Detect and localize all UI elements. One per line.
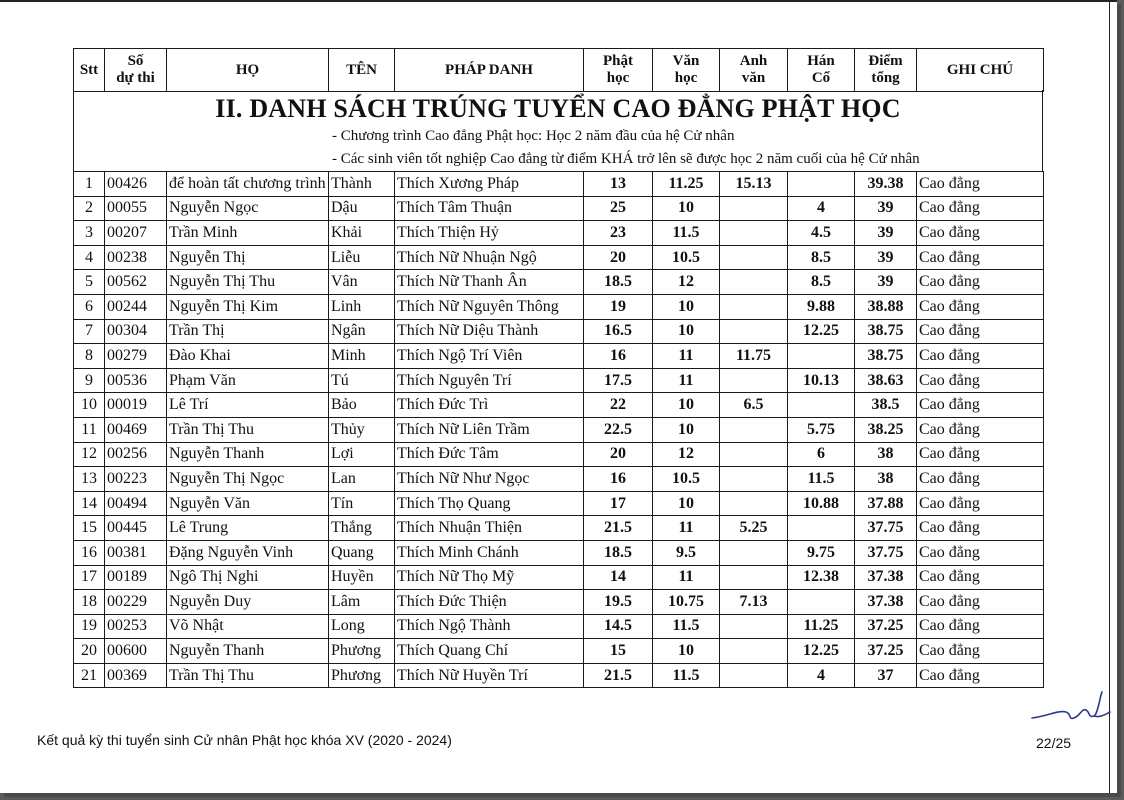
cell-ten: Phương: [329, 663, 395, 688]
cell-ghi-chu: Cao đẳng: [917, 196, 1044, 221]
cell-ghi-chu: Cao đẳng: [917, 442, 1044, 467]
cell-so-du-thi: 00445: [105, 516, 167, 541]
cell-han-co: [788, 172, 855, 197]
cell-ghi-chu: Cao đẳng: [917, 467, 1044, 492]
cell-so-du-thi: 00055: [105, 196, 167, 221]
cell-phap-danh: Thích Nữ Thọ Mỹ: [395, 565, 584, 590]
cell-phat-hoc: 19.5: [584, 590, 653, 615]
table-row: [74, 516, 1044, 541]
cell-anh-van: [720, 639, 788, 664]
cell-van-hoc: 11: [653, 516, 720, 541]
cell-phat-hoc: 22.5: [584, 417, 653, 442]
cell-anh-van: [720, 663, 788, 688]
cell-ho: Nguyễn Thị Ngọc: [167, 467, 329, 492]
cell-diem-tong: 39: [855, 221, 917, 246]
cell-phat-hoc: 21.5: [584, 516, 653, 541]
cell-stt: 14: [74, 491, 105, 516]
cell-phap-danh: Thích Minh Chánh: [395, 540, 584, 565]
cell-ten: Lan: [329, 467, 395, 492]
cell-han-co: 12.38: [788, 565, 855, 590]
cell-han-co: 9.75: [788, 540, 855, 565]
cell-ten: Lợi: [329, 442, 395, 467]
cell-ten: Huyền: [329, 565, 395, 590]
cell-diem-tong: 38.5: [855, 393, 917, 418]
cell-phap-danh: Thích Nhuận Thiện: [395, 516, 584, 541]
cell-van-hoc: 11: [653, 368, 720, 393]
cell-ten: Thành: [329, 172, 395, 197]
cell-ho: Trần Minh: [167, 221, 329, 246]
cell-phap-danh: Thích Nữ Diệu Thành: [395, 319, 584, 344]
cell-stt: 7: [74, 319, 105, 344]
cell-van-hoc: 9.5: [653, 540, 720, 565]
signature-icon: [1028, 688, 1112, 728]
cell-diem-tong: 38.75: [855, 319, 917, 344]
cell-phap-danh: Thích Tâm Thuận: [395, 196, 584, 221]
cell-phap-danh: Thích Nữ Thanh Ân: [395, 270, 584, 295]
cell-so-du-thi: 00536: [105, 368, 167, 393]
cell-ten: Minh: [329, 344, 395, 369]
cell-phat-hoc: 25: [584, 196, 653, 221]
column-header-table: [73, 48, 1044, 92]
cell-ghi-chu: Cao đẳng: [917, 639, 1044, 664]
cell-ten: Linh: [329, 294, 395, 319]
cell-han-co: 11.5: [788, 467, 855, 492]
cell-han-co: [788, 516, 855, 541]
cell-ten: Phương: [329, 639, 395, 664]
table-row: [74, 344, 1044, 369]
cell-diem-tong: 38.63: [855, 368, 917, 393]
cell-stt: 9: [74, 368, 105, 393]
cell-anh-van: 15.13: [720, 172, 788, 197]
cell-diem-tong: 37.75: [855, 540, 917, 565]
cell-han-co: 4: [788, 663, 855, 688]
cell-van-hoc: 11.5: [653, 221, 720, 246]
cell-van-hoc: 10: [653, 393, 720, 418]
cell-anh-van: 5.25: [720, 516, 788, 541]
cell-anh-van: [720, 368, 788, 393]
cell-ghi-chu: Cao đẳng: [917, 319, 1044, 344]
cell-so-du-thi: 00304: [105, 319, 167, 344]
cell-phap-danh: Thích Nguyên Trí: [395, 368, 584, 393]
cell-ghi-chu: Cao đẳng: [917, 565, 1044, 590]
cell-phap-danh: Thích Quang Chí: [395, 639, 584, 664]
cell-van-hoc: 12: [653, 270, 720, 295]
cell-van-hoc: 12: [653, 442, 720, 467]
section-note-graduates: - Các sinh viên tốt nghiệp Cao đẳng từ điểm KHÁ trở lên sẽ được học 2 năm cuối của hệ Cử nhân: [332, 151, 920, 167]
cell-so-du-thi: 00426: [105, 172, 167, 197]
table-row: [74, 270, 1044, 295]
cell-anh-van: 6.5: [720, 393, 788, 418]
cell-anh-van: [720, 294, 788, 319]
cell-anh-van: [720, 614, 788, 639]
cell-han-co: [788, 344, 855, 369]
cell-han-co: 8.5: [788, 245, 855, 270]
page-number: 22/25: [1036, 735, 1072, 751]
header-stt: Stt: [74, 49, 105, 92]
cell-van-hoc: 11: [653, 565, 720, 590]
cell-stt: 15: [74, 516, 105, 541]
cell-so-du-thi: 00229: [105, 590, 167, 615]
cell-diem-tong: 37.38: [855, 565, 917, 590]
cell-ho: Đào Khai: [167, 344, 329, 369]
cell-van-hoc: 10: [653, 196, 720, 221]
section-title: II. DANH SÁCH TRÚNG TUYỂN CAO ĐẲNG PHẬT HỌC: [215, 94, 901, 123]
cell-stt: 11: [74, 417, 105, 442]
cell-ghi-chu: Cao đẳng: [917, 540, 1044, 565]
cell-stt: 12: [74, 442, 105, 467]
cell-phat-hoc: 16: [584, 467, 653, 492]
cell-anh-van: [720, 540, 788, 565]
table-row: [74, 319, 1044, 344]
cell-ghi-chu: Cao đẳng: [917, 393, 1044, 418]
cell-han-co: [788, 590, 855, 615]
cell-diem-tong: 38.75: [855, 344, 917, 369]
cell-ghi-chu: Cao đẳng: [917, 590, 1044, 615]
cell-phat-hoc: 21.5: [584, 663, 653, 688]
cell-van-hoc: 10.5: [653, 467, 720, 492]
cell-so-du-thi: 00256: [105, 442, 167, 467]
cell-ho: Nguyễn Thanh: [167, 639, 329, 664]
cell-han-co: 5.75: [788, 417, 855, 442]
cell-ho: Trần Thị Thu: [167, 417, 329, 442]
cell-ghi-chu: Cao đẳng: [917, 294, 1044, 319]
cell-phap-danh: Thích Nữ Như Ngọc: [395, 467, 584, 492]
cell-ghi-chu: Cao đẳng: [917, 491, 1044, 516]
cell-ghi-chu: Cao đẳng: [917, 270, 1044, 295]
header-diem-tong: Điểm tổng: [855, 49, 917, 92]
cell-phat-hoc: 18.5: [584, 270, 653, 295]
cell-anh-van: [720, 565, 788, 590]
cell-stt: 2: [74, 196, 105, 221]
header-so-du-thi: Số dự thi: [105, 49, 167, 92]
header-phap-danh: PHÁP DANH: [395, 49, 584, 92]
cell-van-hoc: 10: [653, 417, 720, 442]
cell-anh-van: [720, 245, 788, 270]
header-ho: HỌ: [167, 49, 329, 92]
cell-stt: 10: [74, 393, 105, 418]
cell-phat-hoc: 20: [584, 245, 653, 270]
cell-han-co: 12.25: [788, 639, 855, 664]
cell-ho: Ngô Thị Nghi: [167, 565, 329, 590]
cell-stt: 17: [74, 565, 105, 590]
cell-ho: Nguyễn Thị Thu: [167, 270, 329, 295]
cell-ho: Phạm Văn: [167, 368, 329, 393]
cell-stt: 18: [74, 590, 105, 615]
cell-ho: Nguyễn Thị: [167, 245, 329, 270]
cell-phat-hoc: 17: [584, 491, 653, 516]
cell-ho: Lê Trung: [167, 516, 329, 541]
cell-han-co: 10.13: [788, 368, 855, 393]
cell-stt: 13: [74, 467, 105, 492]
cell-ho: Nguyễn Thanh: [167, 442, 329, 467]
table-row: [74, 368, 1044, 393]
table-row: [74, 590, 1044, 615]
cell-phap-danh: Thích Thọ Quang: [395, 491, 584, 516]
cell-phat-hoc: 16: [584, 344, 653, 369]
table-row: [74, 491, 1044, 516]
cell-phat-hoc: 19: [584, 294, 653, 319]
cell-ten: Thủy: [329, 417, 395, 442]
cell-stt: 19: [74, 614, 105, 639]
cell-ten: Dậu: [329, 196, 395, 221]
cell-ho: Đặng Nguyễn Vinh: [167, 540, 329, 565]
cell-anh-van: [720, 270, 788, 295]
table-row: [74, 540, 1044, 565]
cell-ten: Thắng: [329, 516, 395, 541]
cell-anh-van: 7.13: [720, 590, 788, 615]
cell-phap-danh: Thích Đức Trì: [395, 393, 584, 418]
cell-stt: 8: [74, 344, 105, 369]
cell-ghi-chu: Cao đẳng: [917, 614, 1044, 639]
cell-ghi-chu: Cao đẳng: [917, 417, 1044, 442]
cell-stt: 16: [74, 540, 105, 565]
cell-phat-hoc: 20: [584, 442, 653, 467]
cell-han-co: 11.25: [788, 614, 855, 639]
cell-van-hoc: 10: [653, 491, 720, 516]
cell-han-co: 6: [788, 442, 855, 467]
section-note-program: - Chương trình Cao đẳng Phật học: Học 2 năm đầu của hệ Cử nhân: [332, 128, 735, 144]
footer-caption: Kết quả kỳ thi tuyển sinh Cử nhân Phật học khóa XV (2020 - 2024): [37, 732, 452, 748]
cell-ho: để hoàn tất chương trình: [167, 172, 329, 197]
cell-ten: Tú: [329, 368, 395, 393]
table-row: [74, 196, 1044, 221]
cell-stt: 1: [74, 172, 105, 197]
cell-so-du-thi: 00600: [105, 639, 167, 664]
cell-ho: Võ Nhật: [167, 614, 329, 639]
cell-phat-hoc: 14: [584, 565, 653, 590]
cell-phat-hoc: 13: [584, 172, 653, 197]
section-banner: [73, 90, 1043, 171]
cell-han-co: 4.5: [788, 221, 855, 246]
cell-ten: Khải: [329, 221, 395, 246]
cell-van-hoc: 10: [653, 294, 720, 319]
cell-anh-van: [720, 467, 788, 492]
cell-diem-tong: 39: [855, 270, 917, 295]
cell-phap-danh: Thích Xương Pháp: [395, 172, 584, 197]
table-row: [74, 639, 1044, 664]
cell-phap-danh: Thích Ngộ Thành: [395, 614, 584, 639]
cell-phap-danh: Thích Nữ Nguyên Thông: [395, 294, 584, 319]
cell-stt: 4: [74, 245, 105, 270]
cell-van-hoc: 11: [653, 344, 720, 369]
cell-han-co: 10.88: [788, 491, 855, 516]
cell-diem-tong: 39: [855, 196, 917, 221]
cell-phat-hoc: 14.5: [584, 614, 653, 639]
cell-stt: 6: [74, 294, 105, 319]
cell-so-du-thi: 00369: [105, 663, 167, 688]
cell-phat-hoc: 23: [584, 221, 653, 246]
cell-van-hoc: 11.5: [653, 663, 720, 688]
cell-diem-tong: 38: [855, 467, 917, 492]
cell-van-hoc: 11.25: [653, 172, 720, 197]
admission-table: [73, 171, 1044, 688]
cell-phap-danh: Thích Nữ Liên Trầm: [395, 417, 584, 442]
cell-so-du-thi: 00019: [105, 393, 167, 418]
cell-diem-tong: 39: [855, 245, 917, 270]
table-row: [74, 442, 1044, 467]
cell-so-du-thi: 00244: [105, 294, 167, 319]
banner-edge-mask: [1043, 135, 1063, 171]
cell-stt: 3: [74, 221, 105, 246]
cell-van-hoc: 10: [653, 319, 720, 344]
cell-ho: Nguyễn Văn: [167, 491, 329, 516]
cell-so-du-thi: 00253: [105, 614, 167, 639]
cell-ghi-chu: Cao đẳng: [917, 172, 1044, 197]
header-han-co: Hán Cổ: [788, 49, 855, 92]
cell-anh-van: [720, 196, 788, 221]
cell-ho: Nguyễn Ngọc: [167, 196, 329, 221]
cell-so-du-thi: 00494: [105, 491, 167, 516]
cell-stt: 21: [74, 663, 105, 688]
cell-van-hoc: 11.5: [653, 614, 720, 639]
cell-phap-danh: Thích Nữ Nhuận Ngộ: [395, 245, 584, 270]
cell-anh-van: [720, 417, 788, 442]
cell-anh-van: [720, 221, 788, 246]
table-row: [74, 294, 1044, 319]
cell-han-co: 9.88: [788, 294, 855, 319]
cell-stt: 20: [74, 639, 105, 664]
table-row: [74, 663, 1044, 688]
cell-diem-tong: 37.88: [855, 491, 917, 516]
header-ten: TÊN: [329, 49, 395, 92]
cell-ghi-chu: Cao đẳng: [917, 663, 1044, 688]
header-van-hoc: Văn học: [653, 49, 720, 92]
cell-han-co: 8.5: [788, 270, 855, 295]
cell-ghi-chu: Cao đẳng: [917, 368, 1044, 393]
cell-van-hoc: 10: [653, 639, 720, 664]
cell-diem-tong: 37.38: [855, 590, 917, 615]
cell-so-du-thi: 00381: [105, 540, 167, 565]
cell-so-du-thi: 00562: [105, 270, 167, 295]
cell-ghi-chu: Cao đẳng: [917, 245, 1044, 270]
cell-ten: Vân: [329, 270, 395, 295]
header-phat-hoc: Phật học: [584, 49, 653, 92]
table-row: [74, 614, 1044, 639]
cell-phap-danh: Thích Nữ Huyền Trí: [395, 663, 584, 688]
cell-ten: Long: [329, 614, 395, 639]
cell-diem-tong: 39.38: [855, 172, 917, 197]
cell-anh-van: [720, 442, 788, 467]
table-row: [74, 417, 1044, 442]
table-row: [74, 467, 1044, 492]
cell-ho: Trần Thị Thu: [167, 663, 329, 688]
cell-so-du-thi: 00223: [105, 467, 167, 492]
cell-han-co: 12.25: [788, 319, 855, 344]
cell-diem-tong: 38.88: [855, 294, 917, 319]
cell-phat-hoc: 15: [584, 639, 653, 664]
cell-ten: Bảo: [329, 393, 395, 418]
cell-phat-hoc: 16.5: [584, 319, 653, 344]
cell-diem-tong: 37.75: [855, 516, 917, 541]
cell-phap-danh: Thích Đức Tâm: [395, 442, 584, 467]
cell-ho: Nguyễn Duy: [167, 590, 329, 615]
cell-ten: Tín: [329, 491, 395, 516]
cell-so-du-thi: 00469: [105, 417, 167, 442]
cell-han-co: [788, 393, 855, 418]
cell-stt: 5: [74, 270, 105, 295]
cell-so-du-thi: 00189: [105, 565, 167, 590]
page-top-edge: [0, 0, 1117, 2]
cell-ghi-chu: Cao đẳng: [917, 516, 1044, 541]
cell-ten: Ngân: [329, 319, 395, 344]
cell-van-hoc: 10.75: [653, 590, 720, 615]
cell-so-du-thi: 00238: [105, 245, 167, 270]
cell-phap-danh: Thích Ngộ Trí Viên: [395, 344, 584, 369]
cell-anh-van: 11.75: [720, 344, 788, 369]
header-anh-van: Anh văn: [720, 49, 788, 92]
cell-ghi-chu: Cao đẳng: [917, 344, 1044, 369]
cell-ho: Trần Thị: [167, 319, 329, 344]
table-row: [74, 245, 1044, 270]
cell-phat-hoc: 17.5: [584, 368, 653, 393]
table-body: [74, 172, 1044, 688]
cell-diem-tong: 37: [855, 663, 917, 688]
page-right-edge: [1109, 0, 1111, 793]
table-row: [74, 221, 1044, 246]
cell-van-hoc: 10.5: [653, 245, 720, 270]
cell-so-du-thi: 00207: [105, 221, 167, 246]
cell-anh-van: [720, 319, 788, 344]
cell-diem-tong: 38: [855, 442, 917, 467]
header-ghi-chu: GHI CHÚ: [917, 49, 1044, 92]
cell-han-co: 4: [788, 196, 855, 221]
cell-diem-tong: 37.25: [855, 614, 917, 639]
cell-ten: Lâm: [329, 590, 395, 615]
cell-ho: Nguyễn Thị Kim: [167, 294, 329, 319]
cell-diem-tong: 37.25: [855, 639, 917, 664]
cell-phap-danh: Thích Đức Thiện: [395, 590, 584, 615]
cell-anh-van: [720, 491, 788, 516]
cell-ten: Liễu: [329, 245, 395, 270]
cell-ho: Lê Trí: [167, 393, 329, 418]
table-row: [74, 393, 1044, 418]
cell-so-du-thi: 00279: [105, 344, 167, 369]
table-row: [74, 172, 1044, 197]
cell-phat-hoc: 18.5: [584, 540, 653, 565]
cell-diem-tong: 38.25: [855, 417, 917, 442]
cell-phat-hoc: 22: [584, 393, 653, 418]
cell-ten: Quang: [329, 540, 395, 565]
table-row: [74, 565, 1044, 590]
cell-ghi-chu: Cao đẳng: [917, 221, 1044, 246]
cell-phap-danh: Thích Thiện Hỷ: [395, 221, 584, 246]
